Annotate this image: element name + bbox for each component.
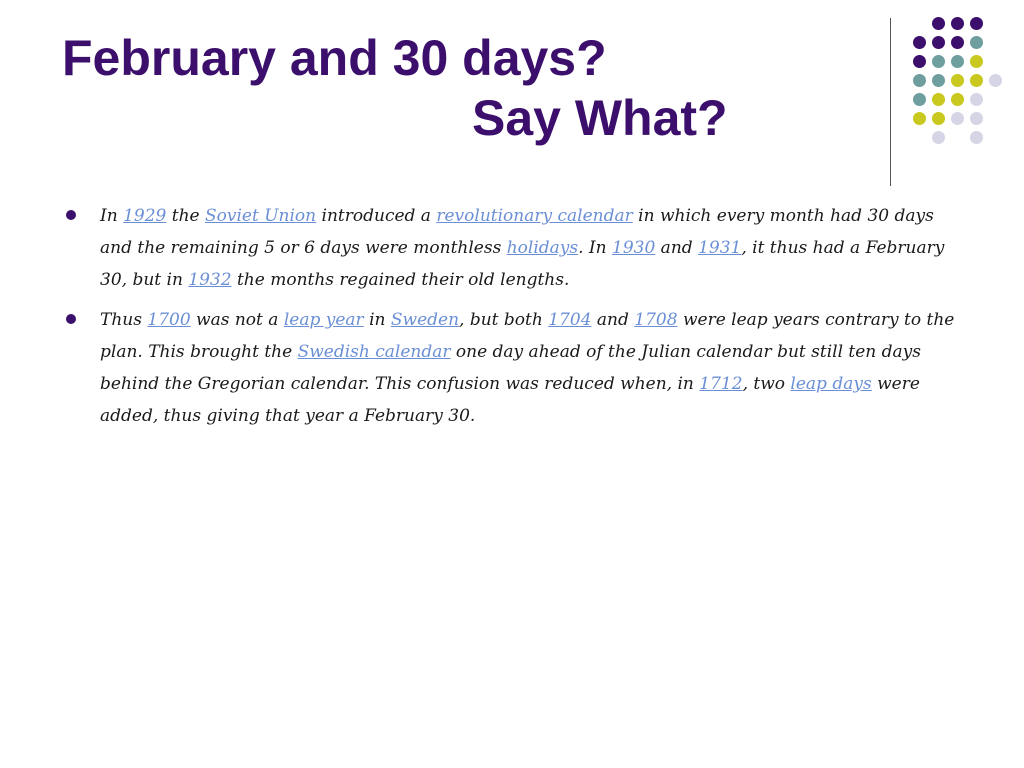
decorative-dot-purple — [913, 55, 926, 68]
decorative-dot-lavender — [970, 112, 983, 125]
wiki-link[interactable]: 1931 — [698, 238, 742, 258]
decorative-dot-teal — [932, 74, 945, 87]
wiki-link[interactable]: leap year — [283, 310, 364, 330]
bullet-text: Thus — [100, 310, 148, 330]
bullet-text: . In — [578, 238, 613, 258]
bullet-text: and — [591, 310, 635, 330]
bullet-text: in which every month had 30 days and the remaining 5 or 6 days were monthless — [100, 206, 934, 258]
decorative-dot-yellow — [913, 112, 926, 125]
bullet-text: introduced a — [316, 206, 437, 226]
wiki-link[interactable]: Soviet Union — [205, 206, 317, 226]
bullet-list — [62, 200, 962, 432]
wiki-link[interactable]: 1930 — [612, 238, 656, 258]
bullet-item — [62, 200, 962, 296]
bullet-text: was not a — [190, 310, 284, 330]
decorative-dot-lavender — [951, 112, 964, 125]
slide-body — [62, 200, 962, 440]
decorative-dot-yellow — [970, 74, 983, 87]
decorative-dot-yellow — [932, 112, 945, 125]
decorative-dot-purple — [932, 17, 945, 30]
wiki-link[interactable]: revolutionary calendar — [436, 206, 633, 226]
wiki-link[interactable]: holidays — [506, 238, 579, 258]
decorative-dot-teal — [913, 93, 926, 106]
decorative-dot-lavender — [989, 74, 1002, 87]
decorative-dot-yellow — [951, 74, 964, 87]
bullet-text: , it thus had a February 30, but in — [100, 238, 945, 290]
decorative-dot-teal — [932, 55, 945, 68]
decorative-dot-purple — [932, 36, 945, 49]
bullet-dot-icon — [66, 314, 76, 324]
slide-title-line-2: Say What? — [472, 90, 728, 146]
decorative-dot-lavender — [970, 131, 983, 144]
decorative-dot-grid — [0, 0, 1024, 200]
decorative-dot-lavender — [932, 131, 945, 144]
bullet-text: , two — [742, 374, 791, 394]
bullet-text: , but both — [459, 310, 549, 330]
slide-title-line-1: February and 30 days? — [62, 30, 607, 86]
wiki-link[interactable]: 1929 — [123, 206, 167, 226]
decorative-dot-yellow — [932, 93, 945, 106]
decorative-dot-purple — [970, 17, 983, 30]
decorative-dot-yellow — [951, 93, 964, 106]
bullet-text: were added, thus giving that year a February 30. — [100, 374, 920, 426]
decorative-dot-purple — [951, 17, 964, 30]
wiki-link[interactable]: 1704 — [548, 310, 592, 330]
bullet-text: In — [100, 206, 124, 226]
bullet-text: one day ahead of the Julian calendar but still ten days behind the Gregorian calendar. This confusion was reduced when, in — [100, 342, 922, 394]
wiki-link[interactable]: 1708 — [634, 310, 678, 330]
wiki-link[interactable]: leap days — [790, 374, 872, 394]
bullet-text: the months regained their old lengths. — [231, 270, 570, 290]
decorative-dot-lavender — [970, 93, 983, 106]
wiki-link[interactable]: 1932 — [188, 270, 232, 290]
wiki-link[interactable]: Swedish calendar — [297, 342, 451, 362]
decorative-dot-purple — [951, 36, 964, 49]
wiki-link[interactable]: 1712 — [699, 374, 743, 394]
decorative-dot-yellow — [970, 55, 983, 68]
bullet-text: the — [166, 206, 205, 226]
bullet-text: were leap years contrary to the plan. This brought the — [100, 310, 955, 362]
bullet-dot-icon — [66, 210, 76, 220]
decorative-dot-teal — [970, 36, 983, 49]
decorative-dot-teal — [951, 55, 964, 68]
bullet-text: and — [655, 238, 699, 258]
decorative-dot-purple — [913, 36, 926, 49]
wiki-link[interactable]: Sweden — [390, 310, 460, 330]
bullet-text: in — [363, 310, 391, 330]
bullet-item — [62, 304, 962, 432]
wiki-link[interactable]: 1700 — [147, 310, 191, 330]
decorative-dot-teal — [913, 74, 926, 87]
